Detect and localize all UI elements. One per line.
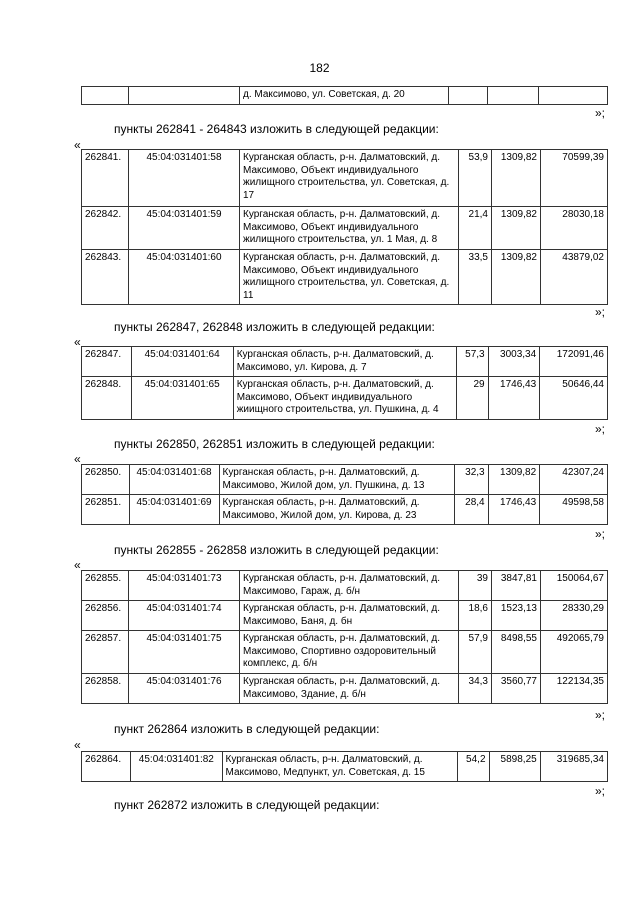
- table-row: [82, 465, 608, 495]
- cell-code: 45:04:031401:64: [131, 347, 233, 377]
- table-row: [82, 87, 608, 105]
- table-row: [82, 207, 608, 250]
- cell-value: 43879,02: [541, 250, 608, 305]
- cell-rate: [488, 87, 539, 105]
- cell-value: 28330,29: [541, 601, 608, 631]
- top-continuation-table: [81, 86, 608, 105]
- cell-code: 45:04:031401:74: [129, 601, 240, 631]
- open-quote: «: [74, 738, 81, 752]
- cell-num: 262857.: [82, 631, 129, 674]
- cell-address: Курганская область, р-н. Далматовский, д. Максимово, ул. Кирова, д. 7: [233, 347, 457, 377]
- cell-area: 57,9: [459, 631, 492, 674]
- cell-value: 172091,46: [540, 347, 608, 377]
- cell-code: 45:04:031401:59: [129, 207, 240, 250]
- table-row: [82, 674, 608, 704]
- cell-area: 39: [459, 571, 492, 601]
- cell-rate: 1523,13: [492, 601, 541, 631]
- table-row: [82, 752, 608, 782]
- cell-address: Курганская область, р-н. Далматовский, д. Максимово, Баня, д. бн: [240, 601, 459, 631]
- table-row: [82, 150, 608, 207]
- table-row: [82, 495, 608, 525]
- page-number: 182: [309, 61, 330, 75]
- cell-area: 28,4: [455, 495, 488, 525]
- open-quote: «: [74, 335, 81, 349]
- cell-num: 262841.: [82, 150, 129, 207]
- cell-rate: 1309,82: [492, 250, 541, 305]
- cell-area: 18,6: [459, 601, 492, 631]
- close-quote: »;: [595, 422, 606, 436]
- cell-code: [129, 87, 240, 105]
- section-instruction: пункты 262850, 262851 изложить в следующей редакции:: [114, 437, 435, 451]
- cell-num: 262850.: [82, 465, 130, 495]
- cell-rate: 1309,82: [488, 465, 540, 495]
- open-quote: «: [74, 558, 81, 572]
- cell-value: 319685,34: [540, 752, 607, 782]
- cell-address: Курганская область, р-н. Далматовский, д. Максимово, Жилой дом, ул. Пушкина, д. 13: [219, 465, 455, 495]
- cell-rate: 1746,43: [488, 495, 540, 525]
- cell-rate: 1309,82: [492, 150, 541, 207]
- cell-address: д. Максимово, ул. Советская, д. 20: [240, 87, 449, 105]
- cell-value: 50646,44: [540, 377, 608, 420]
- cell-address: Курганская область, р-н. Далматовский, д. Максимово, Объект индивидуального жиищного строительства, ул. Пушкина, д. 4: [233, 377, 457, 420]
- cell-area: [449, 87, 488, 105]
- cell-num: 262848.: [82, 377, 132, 420]
- cell-num: 262842.: [82, 207, 129, 250]
- cell-num: [82, 87, 129, 105]
- cell-code: 45:04:031401:82: [131, 752, 222, 782]
- cell-area: 53,9: [459, 150, 492, 207]
- cell-area: 54,2: [458, 752, 489, 782]
- cell-rate: 1746,43: [488, 377, 540, 420]
- cell-code: 45:04:031401:69: [129, 495, 219, 525]
- section-table: [81, 751, 608, 782]
- section-instruction: пункты 262847, 262848 изложить в следующей редакции:: [114, 320, 435, 334]
- cell-code: 45:04:031401:60: [129, 250, 240, 305]
- cell-value: 70599,39: [541, 150, 608, 207]
- table-row: [82, 377, 608, 420]
- cell-address: Курганская область, р-н. Далматовский, д. Максимово, Медпункт, ул. Советская, д. 15: [222, 752, 458, 782]
- open-quote: «: [74, 138, 81, 152]
- close-quote: »;: [595, 784, 606, 798]
- cell-rate: 1309,82: [492, 207, 541, 250]
- cell-rate: 5898,25: [489, 752, 540, 782]
- cell-code: 45:04:031401:58: [129, 150, 240, 207]
- close-quote: »;: [595, 527, 606, 541]
- cell-rate: 8498,55: [492, 631, 541, 674]
- cell-address: Курганская область, р-н. Далматовский, д. Максимово, Гараж, д. б/н: [240, 571, 459, 601]
- cell-area: 29: [457, 377, 488, 420]
- cell-num: 262858.: [82, 674, 129, 704]
- section-instruction: пункты 262855 - 262858 изложить в следующей редакции:: [114, 543, 439, 557]
- table-row: [82, 250, 608, 305]
- cell-rate: 3003,34: [488, 347, 540, 377]
- cell-value: 122134,35: [541, 674, 608, 704]
- section-table: [81, 570, 608, 704]
- cell-value: 42307,24: [540, 465, 608, 495]
- cell-value: 28030,18: [541, 207, 608, 250]
- open-quote: «: [74, 452, 81, 466]
- cell-address: Курганская область, р-н. Далматовский, д. Максимово, Объект индивидуального жилищного строительства, ул. 1 Мая, д. 8: [240, 207, 459, 250]
- cell-value: 49598,58: [540, 495, 608, 525]
- close-quote: »;: [595, 305, 606, 319]
- cell-num: 262843.: [82, 250, 129, 305]
- table-row: [82, 601, 608, 631]
- cell-address: Курганская область, р-н. Далматовский, д. Максимово, Здание, д. б/н: [240, 674, 459, 704]
- section-instruction: пункты 262841 - 264843 изложить в следующей редакции:: [114, 122, 439, 136]
- cell-address: Курганская область, р-н. Далматовский, д. Максимово, Жилой дом, ул. Кирова, д. 23: [219, 495, 455, 525]
- table-row: [82, 571, 608, 601]
- cell-area: 21,4: [459, 207, 492, 250]
- cell-rate: 3560,77: [492, 674, 541, 704]
- cell-num: 262864.: [82, 752, 131, 782]
- final-instruction: пункт 262872 изложить в следующей редакции:: [114, 798, 380, 812]
- cell-num: 262855.: [82, 571, 129, 601]
- cell-num: 262851.: [82, 495, 130, 525]
- cell-area: 33,5: [459, 250, 492, 305]
- cell-area: 34,3: [459, 674, 492, 704]
- close-quote: »;: [595, 106, 606, 120]
- cell-area: 57,3: [457, 347, 488, 377]
- cell-value: 150064,67: [541, 571, 608, 601]
- section-table: [81, 464, 608, 525]
- section-table: [81, 346, 608, 420]
- cell-address: Курганская область, р-н. Далматовский, д. Максимово, Спортивно оздоровительный комплекс, д. б/н: [240, 631, 459, 674]
- section-instruction: пункт 262864 изложить в следующей редакции:: [114, 722, 380, 736]
- cell-code: 45:04:031401:75: [129, 631, 240, 674]
- cell-code: 45:04:031401:76: [129, 674, 240, 704]
- cell-num: 262856.: [82, 601, 129, 631]
- cell-address: Курганская область, р-н. Далматовский, д. Максимово, Объект индивидуального жилищного строительства, ул. Советская, д. 11: [240, 250, 459, 305]
- cell-area: 32,3: [455, 465, 488, 495]
- cell-code: 45:04:031401:73: [129, 571, 240, 601]
- table-row: [82, 347, 608, 377]
- table-row: [82, 631, 608, 674]
- cell-value: 492065,79: [541, 631, 608, 674]
- cell-rate: 3847,81: [492, 571, 541, 601]
- cell-code: 45:04:031401:68: [129, 465, 219, 495]
- close-quote: »;: [595, 708, 606, 722]
- cell-num: 262847.: [82, 347, 132, 377]
- cell-address: Курганская область, р-н. Далматовский, д. Максимово, Объект индивидуального жилищного строительства, ул. Советская, д. 17: [240, 150, 459, 207]
- cell-value: [539, 87, 608, 105]
- section-table: [81, 149, 608, 305]
- cell-code: 45:04:031401:65: [131, 377, 233, 420]
